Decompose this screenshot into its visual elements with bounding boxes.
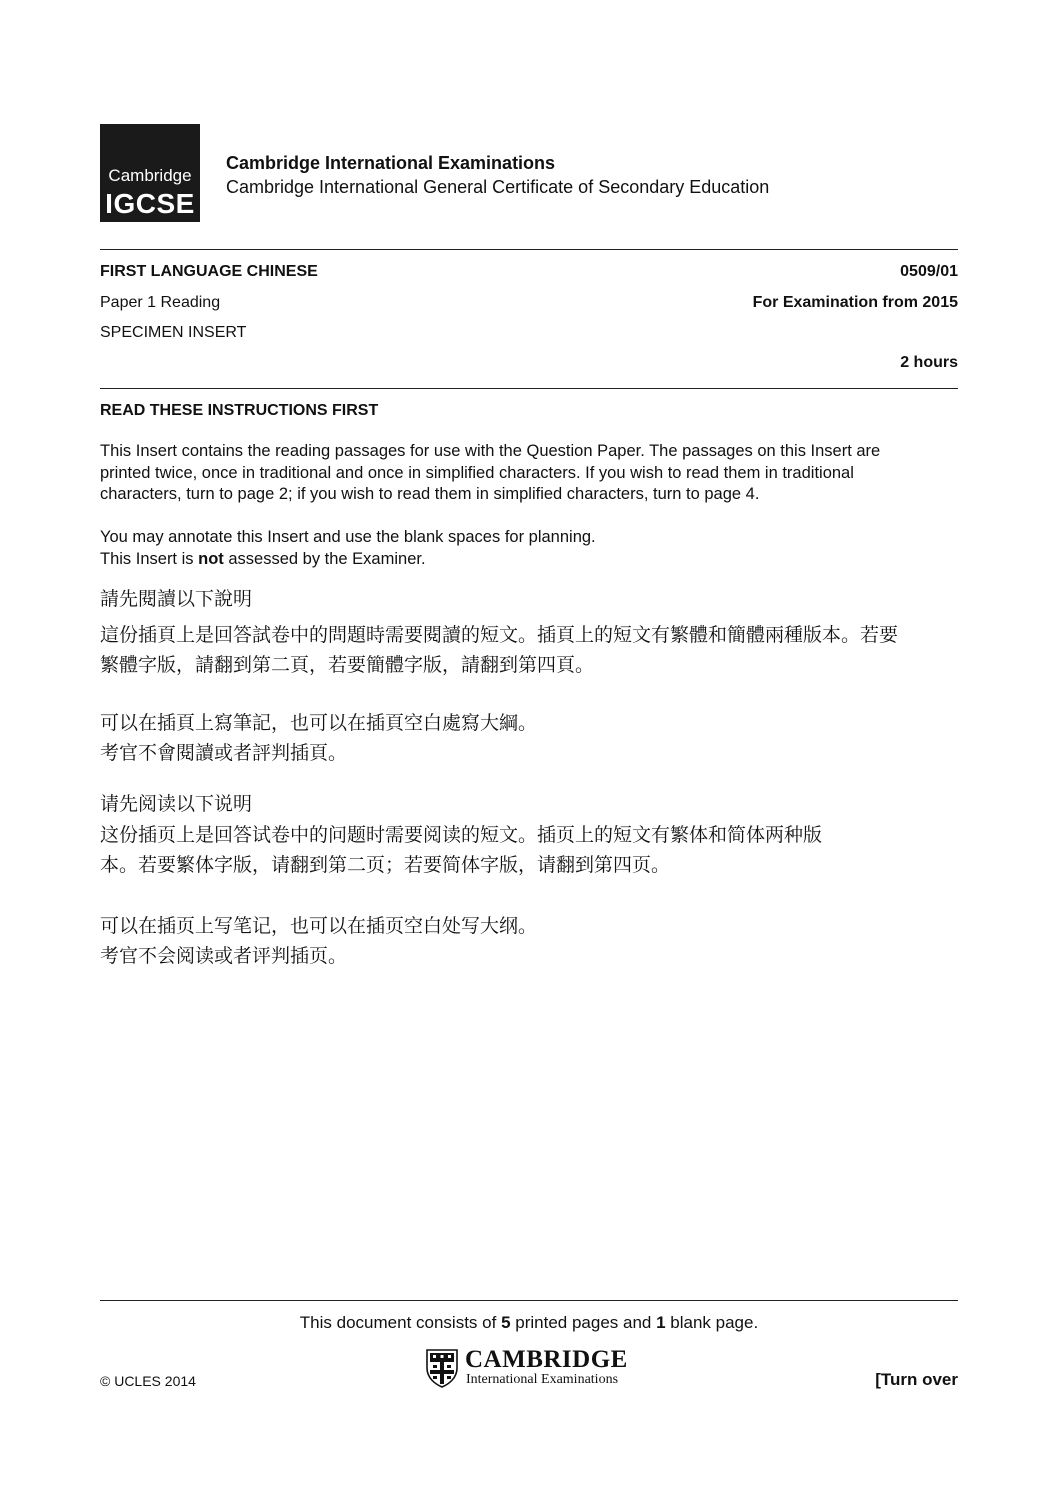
- instructions-paragraph-2: [100, 527, 960, 570]
- printed-pages-count: 5: [501, 1313, 511, 1332]
- instructions-line: [100, 549, 960, 571]
- simplified-paragraph-2: [100, 911, 960, 971]
- copyright: © UCLES 2014: [100, 1373, 196, 1389]
- logo-line-cambridge: Cambridge: [108, 166, 192, 185]
- traditional-paragraph-2: [100, 708, 960, 768]
- page-count-text: blank page.: [665, 1313, 759, 1332]
- exam-code: 0509/01: [900, 263, 958, 280]
- cambridge-brand: CAMBRIDGE: [465, 1346, 628, 1373]
- exam-subject: FIRST LANGUAGE CHINESE: [100, 263, 318, 280]
- simplified-line: 可以在插页上写笔记，也可以在插页空白处写大纲。: [100, 915, 538, 937]
- traditional-line: 可以在插頁上寫筆記，也可以在插頁空白處寫大綱。: [100, 712, 538, 734]
- cambridge-brand-subtitle: International Examinations: [466, 1372, 619, 1387]
- page-count-text: This document consists of: [299, 1313, 502, 1332]
- turn-over: [Turn over: [875, 1370, 958, 1389]
- igcse-logo: [100, 124, 200, 222]
- blank-pages-count: 1: [656, 1313, 666, 1332]
- instructions-emphasis: not: [198, 549, 224, 568]
- simplified-heading: 请先阅读以下说明: [100, 793, 253, 815]
- traditional-line: 繁體字版，請翻到第二頁，若要簡體字版，請翻到第四頁。: [100, 654, 595, 676]
- instructions-paragraph-1: [100, 441, 960, 506]
- instructions-heading: READ THESE INSTRUCTIONS FIRST: [100, 402, 379, 419]
- org-subtitle: Cambridge International General Certificate of Secondary Education: [226, 177, 770, 197]
- logo-line-igcse: IGCSE: [105, 188, 195, 219]
- instructions-text: This Insert is: [100, 549, 199, 568]
- exam-insert-type: SPECIMEN INSERT: [100, 324, 247, 341]
- exam-from: For Examination from 2015: [752, 294, 958, 311]
- org-title: Cambridge International Examinations: [226, 153, 556, 173]
- instructions-line: characters, turn to page 2; if you wish to read them in simplified characters, turn to page 4.: [100, 485, 760, 503]
- header-divider-bottom: [100, 388, 958, 389]
- page-count-note: [0, 1313, 1058, 1333]
- traditional-paragraph-1: [100, 620, 960, 680]
- page-count-text: printed pages and: [510, 1313, 657, 1332]
- simplified-line: 本。若要繁体字版，请翻到第二页；若要简体字版，请翻到第四页。: [100, 854, 671, 876]
- traditional-heading: 請先閱讀以下說明: [100, 588, 253, 610]
- header-divider-top: [100, 249, 958, 250]
- instructions-line: This Insert contains the reading passages for use with the Question Paper. The passages on this Insert are: [100, 442, 881, 460]
- simplified-paragraph-1: [100, 820, 960, 880]
- footer-divider: [100, 1300, 958, 1301]
- instructions-text: assessed by the Examiner.: [223, 549, 426, 568]
- instructions-line: printed twice, once in traditional and once in simplified characters. If you wish to read them in traditional: [100, 463, 854, 482]
- exam-paper: Paper 1 Reading: [100, 294, 221, 311]
- exam-duration: 2 hours: [900, 354, 958, 371]
- simplified-line: 这份插页上是回答试卷中的问题时需要阅读的短文。插页上的短文有繁体和简体两种版: [100, 824, 823, 846]
- traditional-line: 考官不會閱讀或者評判插頁。: [100, 742, 348, 764]
- simplified-line: 考官不会阅读或者评判插页。: [100, 945, 348, 967]
- instructions-line: You may annotate this Insert and use the blank spaces for planning.: [100, 528, 596, 546]
- traditional-line: 這份插頁上是回答試卷中的問題時需要閱讀的短文。插頁上的短文有繁體和簡體兩種版本。若要: [100, 624, 899, 646]
- university-crest-icon: [425, 1348, 459, 1388]
